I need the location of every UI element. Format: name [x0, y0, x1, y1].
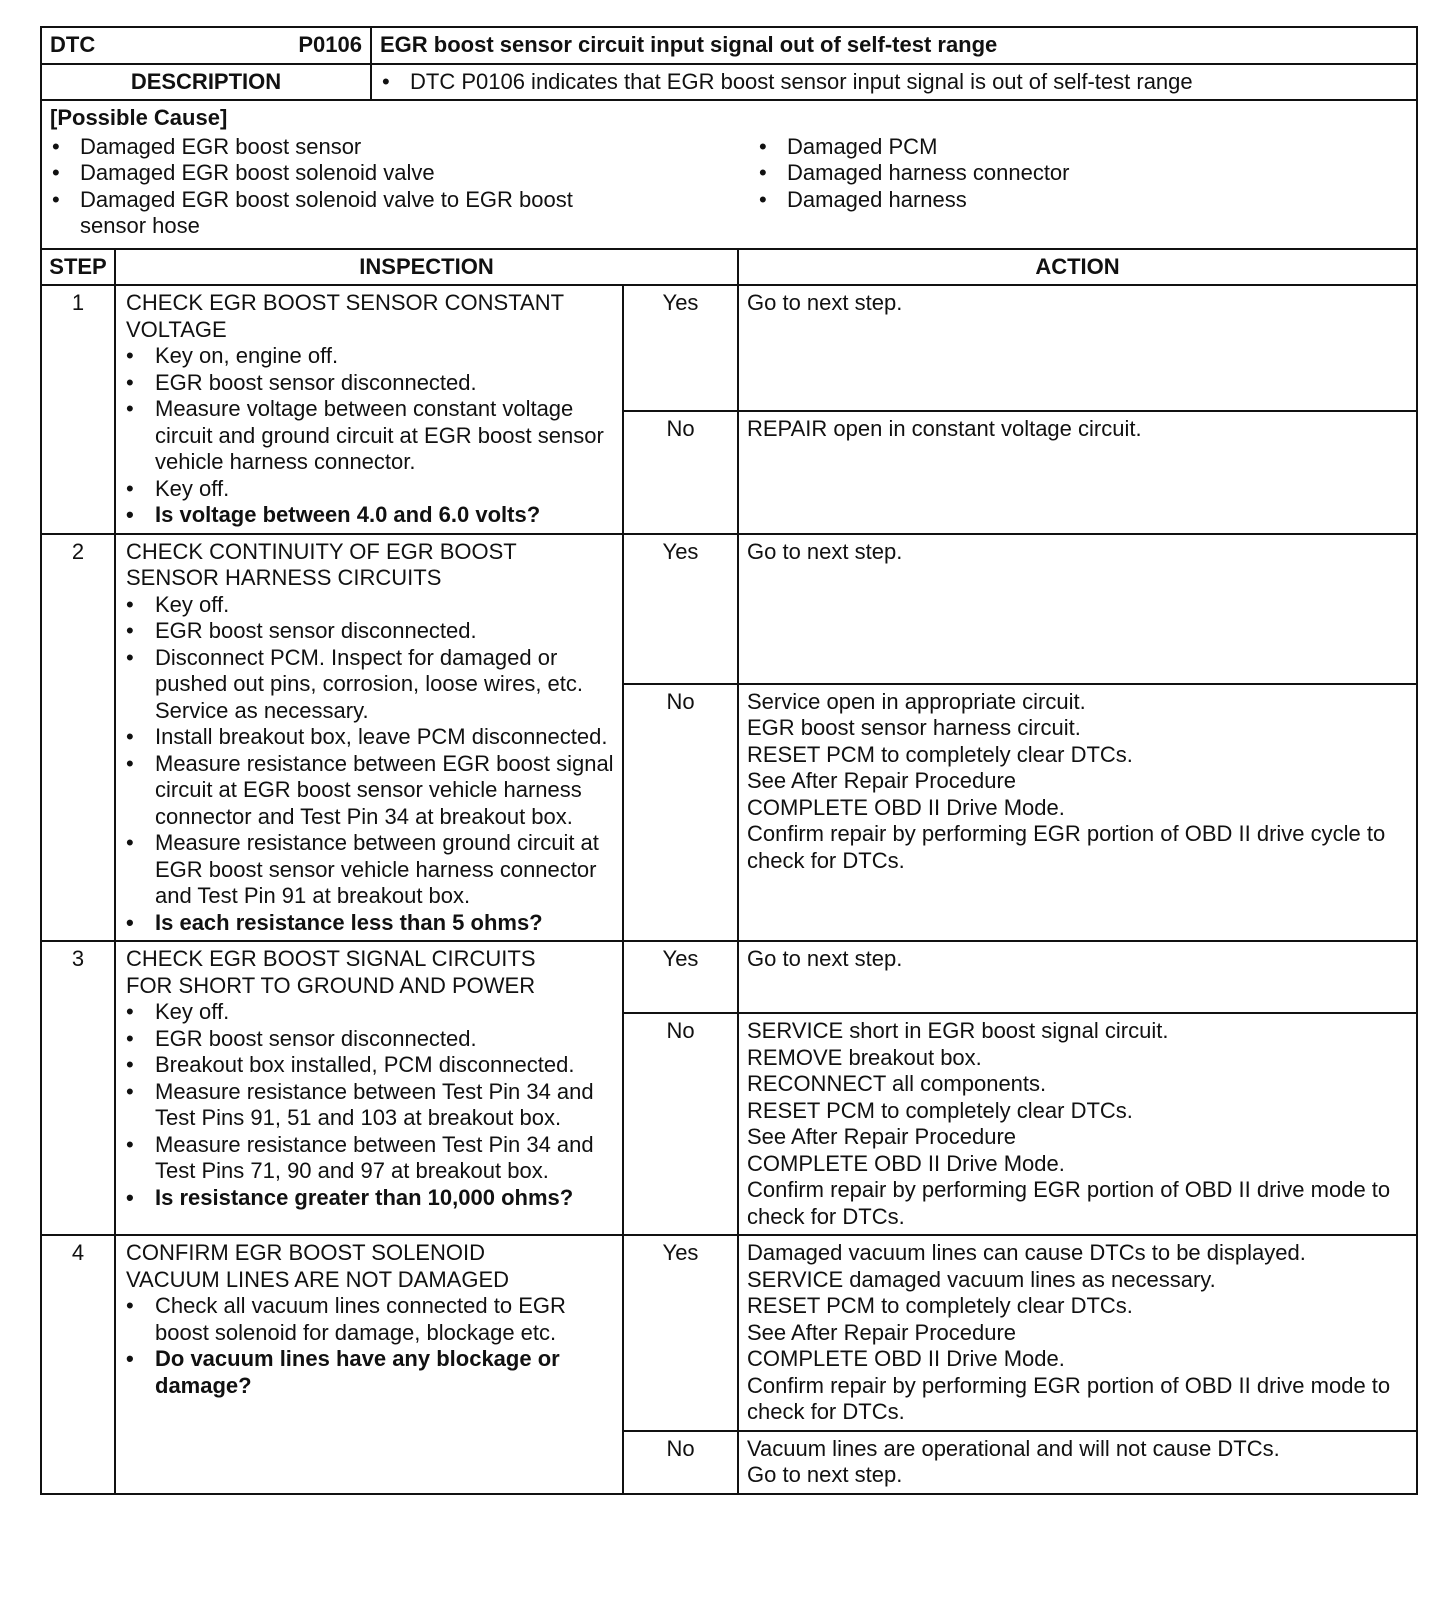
cause-item: • Damaged harness	[757, 187, 1070, 214]
action-line: Go to next step.	[747, 1462, 903, 1487]
dtc-row	[41, 27, 1417, 64]
dtc-label: DTC	[50, 32, 96, 57]
action-line: Vacuum lines are operational and will not cause DTCs.	[747, 1435, 1280, 1461]
step-item: • Install breakout box, leave PCM disconnected.	[124, 724, 614, 751]
answer-yes: Yes	[623, 941, 738, 1013]
action-yes	[738, 534, 1417, 684]
action-no	[738, 1431, 1417, 1494]
action-yes	[738, 1235, 1417, 1431]
step-title: CONFIRM EGR BOOST SOLENOID VACUUM LINES ARE NOT DAMAGED	[126, 1240, 510, 1292]
cause-list-left	[50, 134, 757, 240]
step-item: • Key off.	[124, 592, 614, 619]
step-item: • EGR boost sensor disconnected.	[124, 370, 614, 397]
step-item: • Disconnect PCM. Inspect for damaged or pushed out pins, corrosion, loose wires, etc. Service as necessary.	[124, 645, 614, 725]
action-line: Confirm repair by performing EGR portion of OBD II drive cycle to check for DTCs.	[747, 821, 1386, 873]
column-header-row	[41, 249, 1417, 286]
action-yes	[738, 285, 1417, 411]
column-action: ACTION	[738, 249, 1417, 286]
cause-item: • Damaged EGR boost solenoid valve to EGR boost sensor hose	[50, 187, 640, 240]
step-row-1-yes	[41, 285, 1417, 411]
step-inspection	[115, 941, 623, 1235]
description-cell	[371, 64, 1417, 101]
action-line: Go to next step.	[747, 946, 903, 971]
possible-cause-title: [Possible Cause]	[50, 105, 228, 130]
step-title: CHECK EGR BOOST SENSOR CONSTANT VOLTAGE	[126, 290, 564, 342]
step-inspection	[115, 534, 623, 942]
step-row-2-yes	[41, 534, 1417, 684]
action-line: RESET PCM to completely clear DTCs.	[747, 1293, 1133, 1318]
possible-cause-cell	[41, 100, 1417, 249]
cause-list-right	[757, 134, 1070, 214]
action-line: COMPLETE OBD II Drive Mode.	[747, 1346, 1065, 1371]
action-line: See After Repair Procedure	[747, 1319, 1017, 1345]
possible-cause-row	[41, 100, 1417, 249]
step-item: • EGR boost sensor disconnected.	[124, 1026, 614, 1053]
step-number: 4	[41, 1235, 115, 1494]
action-line: REMOVE breakout box.	[747, 1044, 982, 1070]
action-line: Go to next step.	[747, 538, 903, 564]
step-item: • EGR boost sensor disconnected.	[124, 618, 614, 645]
cause-item: • Damaged harness connector	[757, 160, 1070, 187]
dtc-code-cell	[41, 27, 371, 64]
dtc-code: P0106	[298, 32, 362, 57]
action-line: RESET PCM to completely clear DTCs.	[747, 741, 1133, 767]
action-line: COMPLETE OBD II Drive Mode.	[747, 1150, 1065, 1176]
step-inspection	[115, 1235, 623, 1494]
dtc-document	[40, 26, 1416, 1495]
step-item: • Measure resistance between EGR boost signal circuit at EGR boost sensor vehicle harness connector and Test Pin 34 at breakout box.	[124, 751, 614, 831]
action-line: See After Repair Procedure	[747, 1124, 1017, 1149]
answer-no: No	[623, 1431, 738, 1494]
action-no	[738, 1013, 1417, 1235]
step-question: • Is voltage between 4.0 and 6.0 volts?	[124, 502, 614, 529]
cause-item: • Damaged EGR boost solenoid valve	[50, 160, 757, 187]
answer-yes: Yes	[623, 1235, 738, 1431]
cause-item: • Damaged EGR boost sensor	[50, 134, 757, 161]
answer-no: No	[623, 684, 738, 942]
step-question: • Do vacuum lines have any blockage or damage?	[124, 1346, 615, 1399]
step-question: • Is resistance greater than 10,000 ohms?	[124, 1185, 614, 1212]
step-question: • Is each resistance less than 5 ohms?	[124, 910, 614, 937]
step-inspection	[115, 285, 623, 534]
step-number: 3	[41, 941, 115, 1235]
action-line: Damaged vacuum lines can cause DTCs to be displayed.	[747, 1240, 1306, 1265]
action-line: REPAIR open in constant voltage circuit.	[747, 416, 1142, 441]
step-item: • Measure resistance between Test Pin 34 and Test Pins 91, 51 and 103 at breakout box.	[124, 1079, 595, 1132]
step-item: • Check all vacuum lines connected to EGR boost solenoid for damage, blockage etc.	[124, 1293, 614, 1346]
answer-yes: Yes	[623, 534, 738, 684]
step-item: • Measure voltage between constant voltage circuit and ground circuit at EGR boost sensor vehicle harness connector.	[124, 396, 614, 476]
dtc-table	[40, 26, 1418, 1495]
step-item: • Key off.	[124, 476, 614, 503]
step-item: • Key off.	[124, 999, 614, 1026]
description-text: • DTC P0106 indicates that EGR boost sensor input signal is out of self-test range	[380, 69, 1408, 96]
action-line: See After Repair Procedure	[747, 768, 1017, 793]
answer-no: No	[623, 411, 738, 534]
action-no	[738, 411, 1417, 534]
action-line: COMPLETE OBD II Drive Mode.	[747, 794, 1065, 820]
dtc-title: EGR boost sensor circuit input signal out of self-test range	[371, 27, 1417, 64]
answer-yes: Yes	[623, 285, 738, 411]
action-line: Confirm repair by performing EGR portion of OBD II drive mode to check for DTCs.	[747, 1372, 1391, 1424]
step-item: • Key on, engine off.	[124, 343, 614, 370]
step-title: CHECK CONTINUITY OF EGR BOOST SENSOR HARNESS CIRCUITS	[126, 538, 517, 590]
action-line: SERVICE short in EGR boost signal circuit.	[747, 1018, 1169, 1043]
action-line: SERVICE damaged vacuum lines as necessary.	[747, 1266, 1216, 1292]
action-line: Go to next step.	[747, 290, 903, 315]
step-row-4-yes	[41, 1235, 1417, 1431]
action-line: EGR boost sensor harness circuit.	[747, 715, 1081, 740]
description-label: DESCRIPTION	[41, 64, 371, 101]
action-line: RESET PCM to completely clear DTCs.	[747, 1097, 1133, 1123]
step-row-3-yes	[41, 941, 1417, 1013]
step-item: • Measure resistance between ground circuit at EGR boost sensor vehicle harness connector and Test Pin 91 at breakout box.	[124, 830, 614, 910]
step-item: • Breakout box installed, PCM disconnected.	[124, 1052, 614, 1079]
cause-item: • Damaged PCM	[757, 134, 1070, 161]
action-line: RECONNECT all components.	[747, 1071, 1047, 1096]
description-row	[41, 64, 1417, 101]
step-item: • Measure resistance between Test Pin 34 and Test Pins 71, 90 and 97 at breakout box.	[124, 1132, 595, 1185]
action-no	[738, 684, 1417, 942]
answer-no: No	[623, 1013, 738, 1235]
action-line: Confirm repair by performing EGR portion of OBD II drive mode to check for DTCs.	[747, 1177, 1391, 1229]
step-number: 2	[41, 534, 115, 942]
action-line: Service open in appropriate circuit.	[747, 688, 1086, 714]
step-title: CHECK EGR BOOST SIGNAL CIRCUITS FOR SHORT TO GROUND AND POWER	[126, 946, 536, 998]
column-inspection: INSPECTION	[115, 249, 738, 286]
column-step: STEP	[41, 249, 115, 286]
step-number: 1	[41, 285, 115, 534]
action-yes	[738, 941, 1417, 1013]
